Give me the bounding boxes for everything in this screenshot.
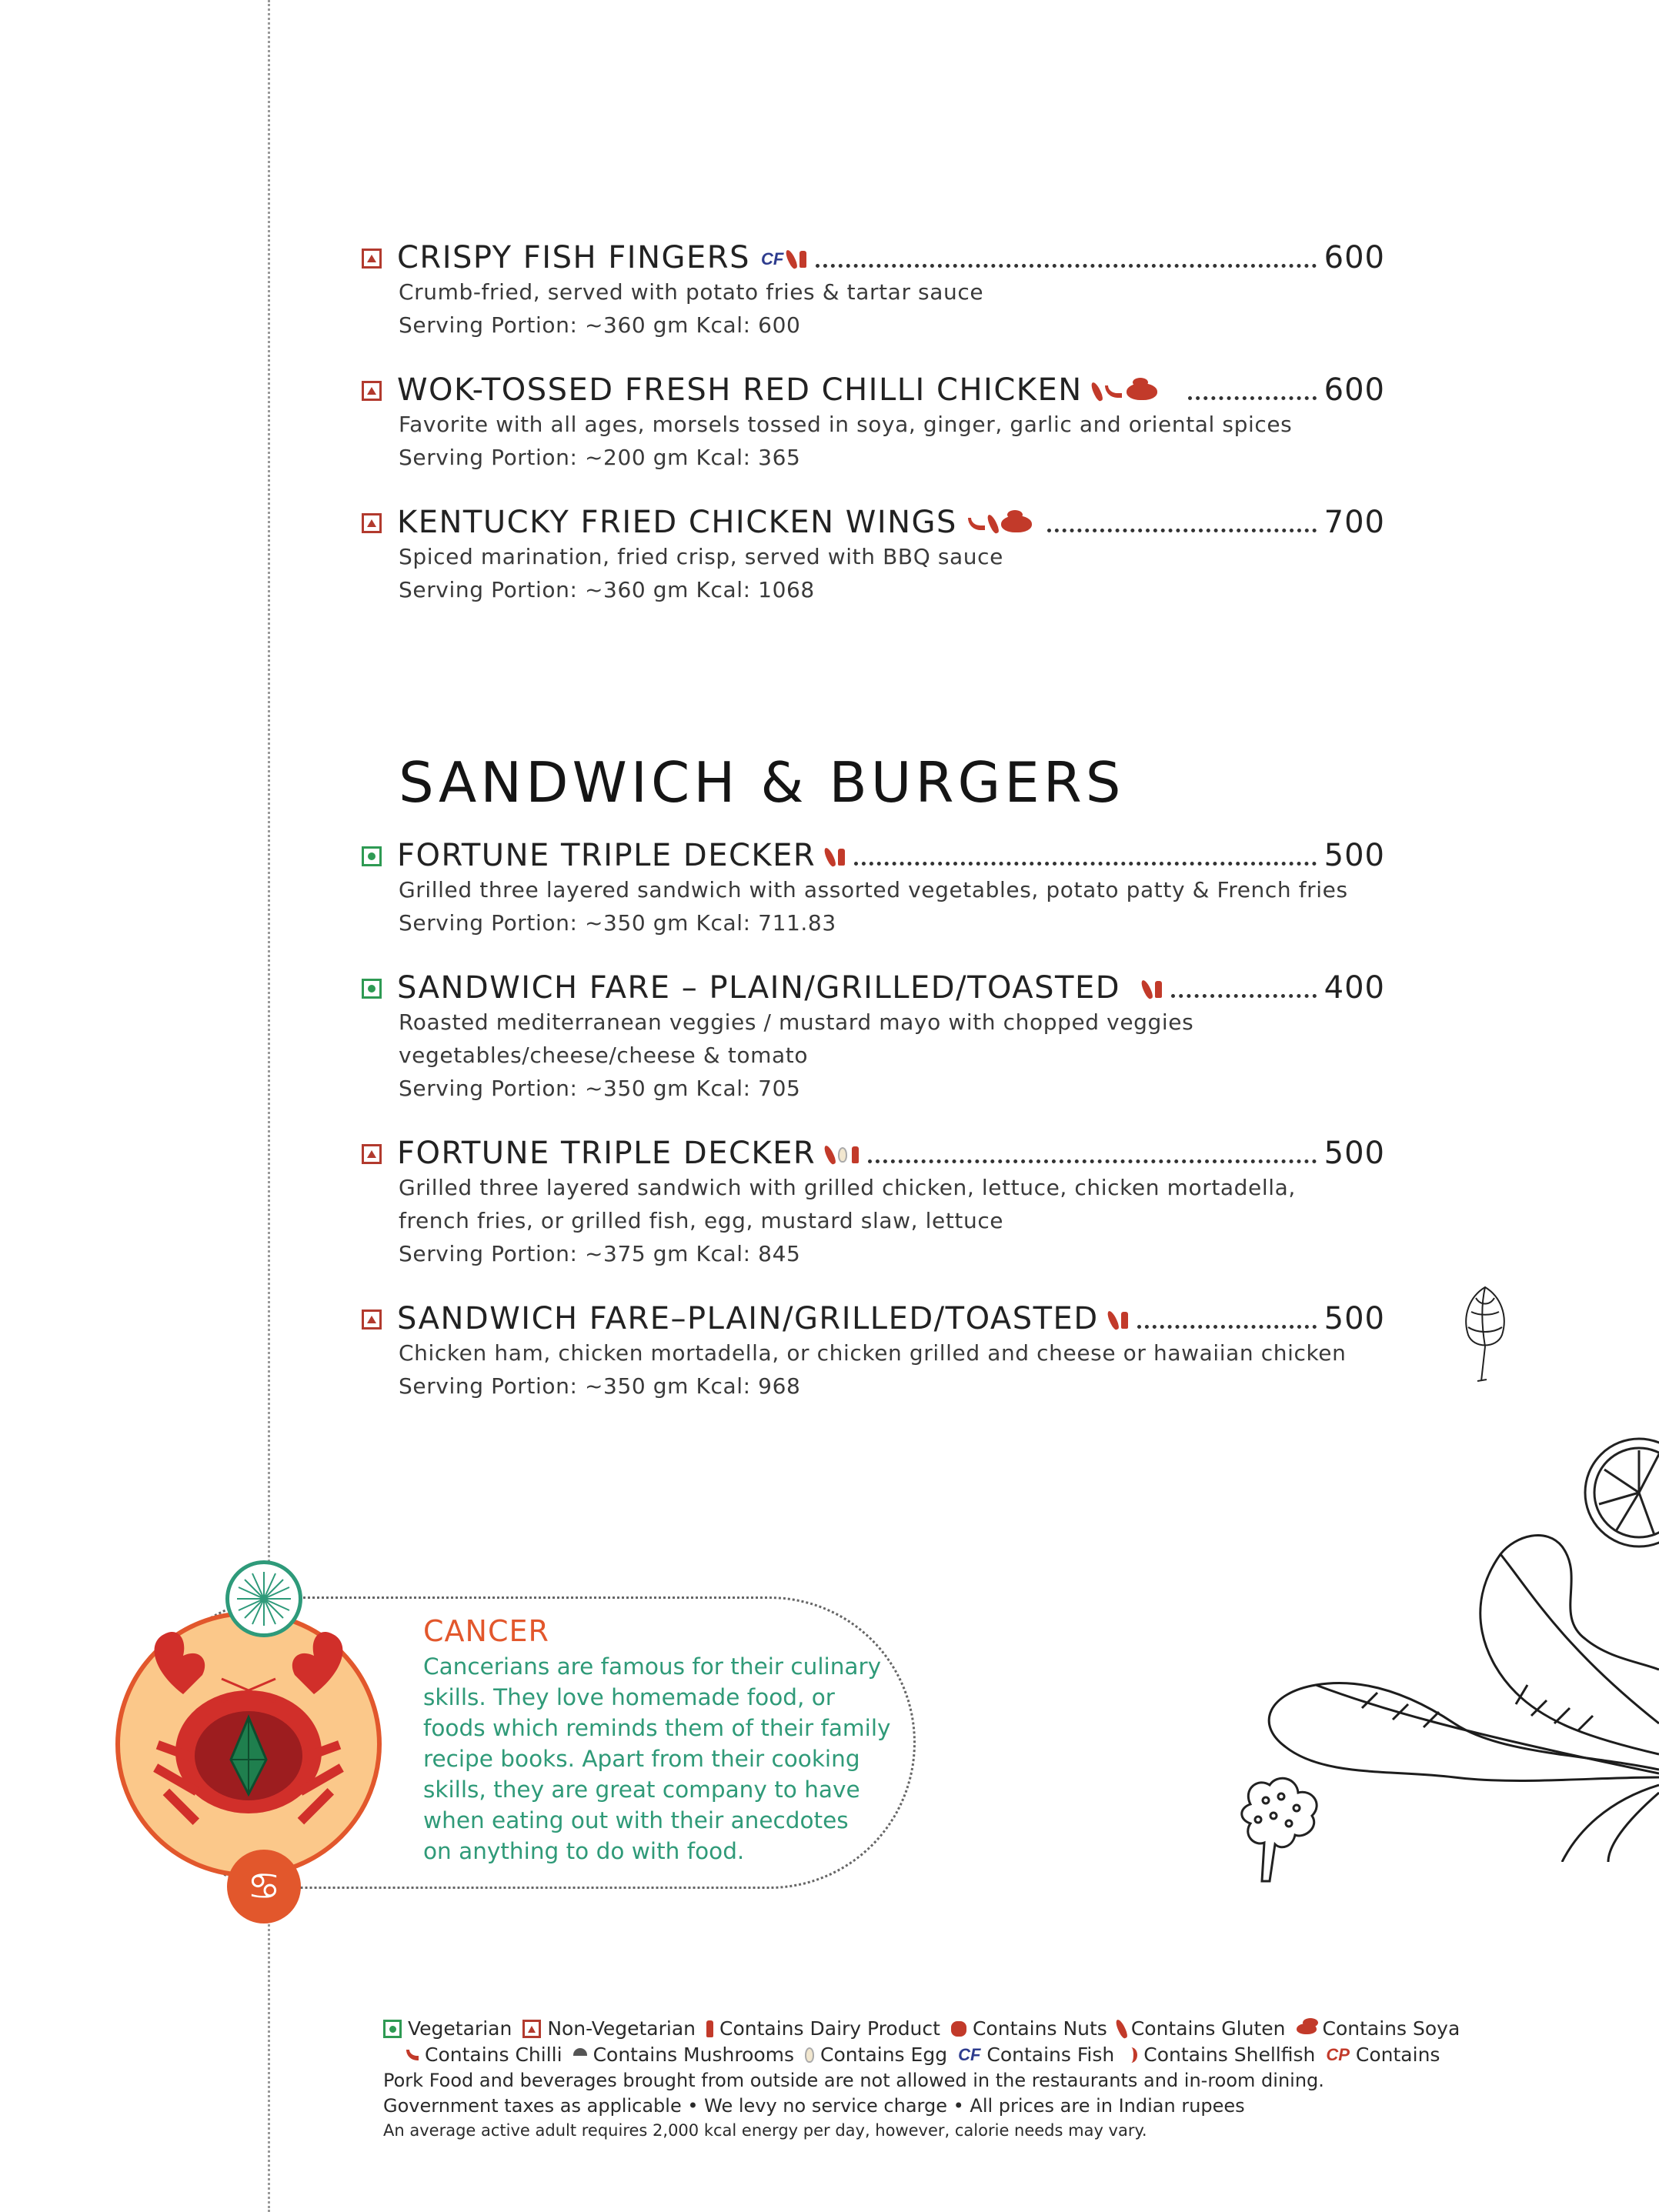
menu-item-triple-decker-veg [362,835,1385,939]
legend-pork-line: Pork Food and beverages brought from outside are not allowed in the restaurants and in-room dining. [383,2070,1324,2091]
menu-item-red-chilli-chicken [362,369,1385,474]
item-name: CRISPY FISH FINGERS [397,240,750,275]
veg-icon [383,2020,402,2038]
item-description-line-2: vegetables/cheese/cheese & tomato [399,1043,809,1068]
chilli-icon [1105,385,1122,398]
zodiac-star-badge [225,1560,302,1637]
non-veg-icon [362,249,382,269]
dairy-icon [799,251,806,268]
legend-fish: Contains Fish [986,2044,1115,2066]
dot-leader [868,1159,1316,1163]
legend-taxes: Government taxes as applicable • We levy no service charge • All prices are in Indian rupees [383,2095,1245,2117]
gluten-icon [1090,381,1104,402]
item-portion: Serving Portion: ~350 gm Kcal: 705 [399,1076,801,1101]
dairy-icon [1155,981,1162,998]
item-price: 400 [1324,970,1385,1006]
egg-icon [805,2047,814,2063]
item-price: 500 [1324,838,1385,873]
item-portion: Serving Portion: ~200 gm Kcal: 365 [399,445,801,470]
dot-leader [1171,994,1317,998]
non-veg-icon [362,513,382,533]
item-portion: Serving Portion: ~360 gm Kcal: 1068 [399,577,815,602]
zodiac-description [423,1651,900,1867]
allergen-legend [383,2016,1476,2142]
zodiac-line: on anything to do with food. [423,1838,745,1864]
menu-item-triple-decker-nonveg [362,1133,1385,1270]
item-price: 500 [1324,1136,1385,1171]
soya-icon [1297,2023,1317,2034]
zodiac-line: when eating out with their anecdotes [423,1807,849,1833]
item-price: 600 [1324,240,1385,275]
item-description: Crumb-fried, served with potato fries & tartar sauce [399,279,984,305]
gluten-icon [823,1144,837,1165]
menu-item-kentucky-wings [362,502,1385,606]
soya-icon [1001,515,1032,532]
gluten-icon [1114,2018,1129,2039]
zodiac-line: skills, they are great company to have [423,1777,860,1803]
menu-item-sandwich-fare-veg [362,967,1385,1105]
item-price: 500 [1324,1301,1385,1336]
egg-icon [838,1147,847,1163]
zodiac-line: skills. They love homemade food, or [423,1684,835,1710]
chilli-icon [968,518,985,530]
item-portion: Serving Portion: ~375 gm Kcal: 845 [399,1241,801,1266]
gluten-icon [986,513,1000,534]
legend-vegetarian: Vegetarian [408,2017,512,2040]
item-description: Favorite with all ages, morsels tossed in soya, ginger, garlic and oriental spices [399,412,1293,437]
item-name: FORTUNE TRIPLE DECKER [397,838,816,873]
legend-chilli: Contains Chilli [425,2044,562,2066]
non-veg-icon [362,1310,382,1330]
zodiac-line: Cancerians are famous for their culinary [423,1653,882,1680]
legend-egg: Contains Egg [820,2044,948,2066]
item-name: SANDWICH FARE – PLAIN/GRILLED/TOASTED [397,970,1121,1006]
menu-item-crispy-fish-fingers [362,237,1385,342]
legend-gluten: Contains Gluten [1130,2017,1286,2040]
shellfish-icon [1125,2047,1137,2063]
item-price: 700 [1324,505,1385,540]
dairy-icon [1121,1312,1128,1329]
cancer-crab-illustration [114,1610,383,1879]
item-name: SANDWICH FARE–PLAIN/GRILLED/TOASTED [397,1301,1099,1336]
item-portion: Serving Portion: ~360 gm Kcal: 600 [399,312,801,338]
nuts-icon [951,2021,966,2037]
dot-leader [816,264,1316,268]
item-description: Grilled three layered sandwich with assorted vegetables, potato patty & French fries [399,877,1348,902]
cancer-symbol-icon: ♋ [227,1850,301,1923]
dot-leader [1137,1325,1317,1329]
item-name: WOK-TOSSED FRESH RED CHILLI CHICKEN [397,372,1083,408]
contains-pork-icon: CP [1326,2045,1350,2064]
legend-kcal-note: An average active adult requires 2,000 kcal energy per day, however, calorie needs may vary. [383,2121,1147,2140]
chilli-icon [406,2050,419,2060]
legend-nuts: Contains Nuts [972,2017,1107,2040]
dairy-icon [838,849,845,866]
section-title: SANDWICH & BURGERS [399,750,1125,815]
non-veg-icon [362,1144,382,1164]
legend-shellfish: Contains Shellfish [1143,2044,1316,2066]
dairy-icon [852,1146,859,1163]
soya-icon [1127,383,1157,400]
item-name: KENTUCKY FRIED CHICKEN WINGS [397,505,957,540]
menu-item-sandwich-fare-nonveg [362,1298,1385,1403]
item-description: Roasted mediterranean veggies / mustard mayo with chopped veggies [399,1009,1194,1035]
item-description: Spiced marination, fried crisp, served with BBQ sauce [399,544,1003,569]
legend-soya: Contains Soya [1322,2017,1460,2040]
zodiac-line: recipe books. Apart from their cooking [423,1746,860,1772]
broccoli-illustration [1227,1773,1335,1889]
item-portion: Serving Portion: ~350 gm Kcal: 968 [399,1373,801,1399]
gluten-icon [1106,1310,1120,1330]
veg-icon [362,846,382,866]
legend-non-vegetarian: Non-Vegetarian [547,2017,696,2040]
item-portion: Serving Portion: ~350 gm Kcal: 711.83 [399,910,836,936]
dot-leader [1047,529,1317,532]
non-veg-icon [362,381,382,401]
non-veg-icon [522,2020,541,2038]
contains-fish-icon: CF [760,249,784,269]
artichoke-illustration [1454,1281,1516,1389]
veg-icon [362,979,382,999]
legend-dairy: Contains Dairy Product [719,2017,940,2040]
item-price: 600 [1324,372,1385,408]
dot-leader [1188,396,1317,400]
zodiac-line: foods which reminds them of their family [423,1715,891,1741]
gluten-icon [784,249,799,269]
contains-fish-icon: CF [958,2045,981,2064]
item-name: FORTUNE TRIPLE DECKER [397,1136,816,1171]
gluten-icon [1140,979,1154,999]
legend-pork-label: Contains [1355,2044,1440,2066]
dot-leader [854,862,1316,866]
item-description: Chicken ham, chicken mortadella, or chicken grilled and cheese or hawaiian chicken [399,1340,1347,1366]
dairy-icon [706,2020,713,2037]
item-description-line-2: french fries, or grilled fish, egg, mustard slaw, lettuce [399,1208,1004,1233]
mushroom-icon [573,2048,587,2062]
item-description: Grilled three layered sandwich with grilled chicken, lettuce, chicken mortadella, [399,1175,1296,1200]
gluten-icon [823,846,837,867]
zodiac-title: CANCER [423,1614,549,1648]
legend-mushrooms: Contains Mushrooms [592,2044,795,2066]
